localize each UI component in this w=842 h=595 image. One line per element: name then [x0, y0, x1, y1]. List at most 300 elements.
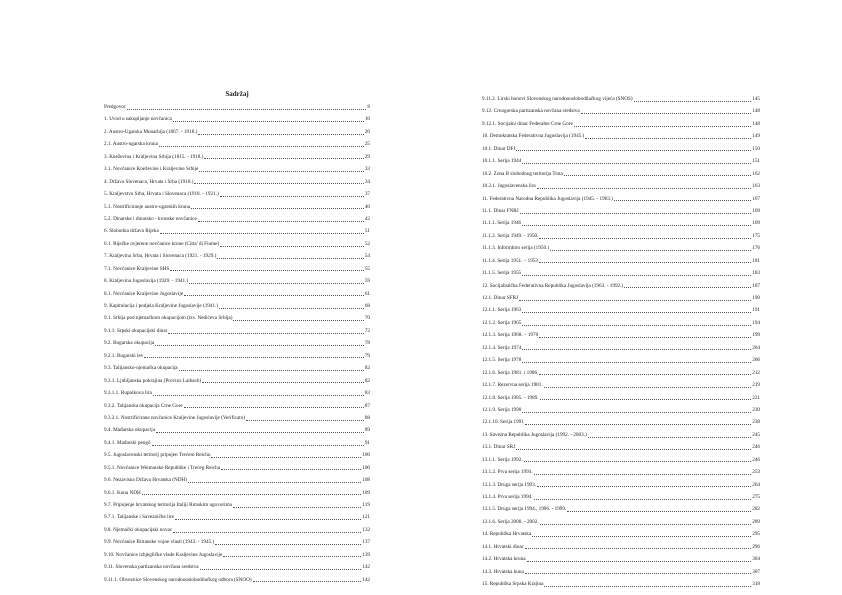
- toc-entry[interactable]: [104, 474, 370, 486]
- toc-entry[interactable]: [104, 499, 370, 511]
- dot-leader: [220, 196, 364, 197]
- toc-entry-page-number: 162: [752, 170, 760, 177]
- toc-entry[interactable]: [482, 230, 760, 242]
- toc-entry-page-number: 151: [752, 158, 760, 165]
- toc-entry-label: 9.4. Mađarska okupacija: [104, 427, 155, 434]
- toc-entry-page-number: 137: [362, 539, 370, 546]
- toc-entry-label: 10.2. Zona B slobodnog teritorija Trsta: [482, 170, 563, 177]
- toc-entry-page-number: 72: [364, 327, 370, 334]
- toc-entry-page-number: 253: [752, 469, 760, 476]
- toc-entry[interactable]: [482, 242, 760, 254]
- toc-entry-label: 13.1.6. Serija 2000. - 2002.: [482, 518, 539, 525]
- toc-entry[interactable]: [482, 416, 760, 428]
- dot-leader: [184, 407, 364, 408]
- dot-leader: [173, 121, 364, 122]
- toc-entry[interactable]: [104, 574, 370, 586]
- toc-entry-label: 2. Austro-Ugarska Monarhija (1867. - 1918.): [104, 128, 198, 135]
- dot-leader: [516, 449, 751, 450]
- toc-entry-page-number: 275: [752, 494, 760, 500]
- toc-entry[interactable]: [104, 549, 370, 561]
- toc-entry-page-number: 82: [364, 365, 370, 372]
- toc-entry-label: 9.1. Srbija pod njemačkom okupacijom (tzv. Nedićeva Srbija): [104, 315, 233, 322]
- toc-entry-page-number: 83: [364, 390, 370, 397]
- dot-leader: [537, 486, 751, 487]
- dot-leader: [520, 213, 752, 214]
- dot-leader: [522, 349, 751, 350]
- dot-leader: [233, 507, 361, 508]
- dot-leader: [198, 134, 363, 135]
- toc-entry-page-number: 191: [752, 307, 760, 314]
- toc-entry-page-number: 295: [752, 531, 760, 538]
- toc-entry[interactable]: [482, 342, 760, 354]
- dot-leader: [152, 445, 364, 446]
- toc-entry[interactable]: [482, 217, 760, 229]
- toc-entry-page-number: 100: [362, 452, 370, 459]
- toc-entry[interactable]: [104, 101, 370, 113]
- toc-entry-page-number: 148: [752, 120, 760, 127]
- dot-leader: [614, 200, 751, 201]
- dot-leader: [539, 337, 751, 338]
- toc-entry-page-number: 34: [364, 178, 370, 185]
- toc-entry[interactable]: [482, 466, 760, 478]
- dot-leader: [160, 233, 364, 234]
- toc-entry-label: 14.1. Hrvatski dinar: [482, 543, 524, 550]
- dot-leader: [219, 308, 364, 309]
- toc-entry-label: 12.1.1. Serija 1963: [482, 307, 522, 314]
- toc-entry-page-number: 230: [752, 406, 760, 413]
- toc-entry[interactable]: [104, 300, 370, 312]
- toc-entry-page-number: 139: [362, 551, 370, 558]
- toc-entry-label: 14. Republika Hrvatska: [482, 531, 532, 538]
- toc-entry-label: 12.1.3. Serija 1968. – 1970: [482, 332, 539, 339]
- dot-leader: [522, 312, 751, 313]
- toc-entry[interactable]: [104, 412, 370, 424]
- toc-entry-label: 6. Slobodna država Rijeka: [104, 228, 159, 235]
- toc-entry-page-number: 150: [752, 145, 760, 152]
- toc-entry-page-number: 37: [364, 191, 370, 198]
- toc-entry[interactable]: [104, 163, 370, 175]
- toc-entry[interactable]: [482, 168, 760, 180]
- dot-leader: [189, 283, 364, 284]
- toc-entry-label: 9.2. Bugarska okupacija: [104, 340, 155, 347]
- toc-entry-page-number: 89: [364, 427, 370, 434]
- dot-leader: [191, 208, 364, 209]
- toc-entry[interactable]: [482, 317, 760, 329]
- toc-entry[interactable]: [104, 462, 370, 474]
- toc-entry-page-number: 245: [752, 431, 760, 438]
- toc-entry-page-number: 79: [364, 352, 370, 359]
- toc-entry-label: 11.1.1. Serija 1946: [482, 220, 522, 227]
- toc-entry[interactable]: [104, 312, 370, 324]
- toc-entry-page-number: 183: [752, 270, 760, 277]
- toc-entry[interactable]: [104, 188, 370, 200]
- toc-entry[interactable]: [482, 193, 760, 205]
- toc-entry-label: 5.1. Nostrificiranje austro-ugarskih kruna: [104, 203, 191, 210]
- toc-entry[interactable]: [482, 105, 760, 117]
- toc-entry[interactable]: [482, 441, 760, 453]
- dot-leader: [211, 457, 361, 458]
- dot-leader: [223, 556, 361, 557]
- toc-entry-page-number: 187: [752, 282, 760, 289]
- toc-entry-label: 12. Socijalistička Federativna Republika Jugoslavija (1963. - 1992.): [482, 282, 624, 289]
- toc-entry-page-number: 145: [752, 96, 760, 102]
- toc-entry[interactable]: [482, 379, 760, 391]
- toc-entry-label: 1. Uvod u sakupljanje novčanica: [104, 116, 172, 123]
- toc-entry-label: 9.12.1. Socijalni dinar Federalne Crne Gore: [482, 120, 573, 127]
- toc-entry-label: 12.1.2. Serija 1965: [482, 319, 522, 326]
- toc-entry[interactable]: [104, 536, 370, 548]
- toc-entry-label: 9.12. Crnogorska partizanska novčana sredstva: [482, 108, 580, 115]
- dot-leader: [534, 474, 752, 475]
- dot-leader: [168, 333, 363, 334]
- dot-leader: [522, 412, 751, 413]
- toc-entry-page-number: 51: [364, 228, 370, 235]
- toc-entry[interactable]: [482, 143, 760, 155]
- toc-entry-page-number: 70: [364, 315, 370, 322]
- dot-leader: [253, 581, 362, 582]
- toc-entry[interactable]: [482, 304, 760, 316]
- dot-leader: [220, 246, 364, 247]
- dot-leader: [173, 532, 361, 533]
- toc-entry-label: 9.3. Talijansko-njemačka okupacija: [104, 365, 178, 372]
- toc-entry-label: 8.1. Novčanice Kraljevine Jugoslavije: [104, 290, 184, 297]
- toc-title: Sadržaj: [225, 90, 249, 98]
- dot-leader: [184, 295, 364, 296]
- toc-entry-page-number: 219: [752, 382, 760, 389]
- toc-entry[interactable]: [104, 263, 370, 275]
- toc-entry-label: 13.1.3. Druga serija 1993.: [482, 481, 537, 488]
- dot-leader: [522, 275, 751, 276]
- toc-entry-page-number: 40: [364, 203, 370, 210]
- dot-leader: [233, 320, 363, 321]
- toc-entry-label: 8. Kraljevina Jugoslavija (1929. - 1941.): [104, 278, 189, 285]
- dot-leader: [179, 370, 364, 371]
- toc-entry-page-number: 132: [362, 526, 370, 533]
- dot-leader: [194, 183, 363, 184]
- toc-entry-page-number: 318: [752, 581, 760, 588]
- dot-leader: [525, 573, 751, 574]
- toc-entry[interactable]: [104, 424, 370, 436]
- toc-entry-page-number: 246: [752, 444, 760, 451]
- toc-entry-page-number: 25: [364, 141, 370, 148]
- toc-entry[interactable]: [104, 561, 370, 573]
- toc-entry[interactable]: [482, 553, 760, 565]
- toc-entry-page-number: 108: [362, 477, 370, 484]
- dot-leader: [539, 238, 751, 239]
- toc-entry-label: 3.1. Novčanice Kneževine i Kraljevine Srbije: [104, 166, 199, 173]
- toc-entry-page-number: 176: [752, 245, 760, 252]
- dot-leader: [127, 109, 367, 110]
- dot-leader: [539, 262, 751, 263]
- toc-entry-page-number: 181: [752, 257, 760, 264]
- toc-entry[interactable]: [104, 375, 370, 387]
- right-page: [421, 0, 842, 595]
- dot-leader: [588, 437, 751, 438]
- toc-entry[interactable]: [482, 329, 760, 341]
- toc-entry-page-number: 142: [362, 564, 370, 571]
- toc-entry-label: 12.1.9. Serija 1990: [482, 406, 522, 413]
- toc-entry-label: 10.1.1. Serija 1944: [482, 158, 522, 165]
- toc-entry[interactable]: [104, 511, 370, 523]
- toc-entry-page-number: 109: [362, 489, 370, 496]
- dot-leader: [202, 382, 364, 383]
- dot-leader: [221, 469, 361, 470]
- toc-entry-page-number: 29: [364, 153, 370, 160]
- dot-leader: [155, 345, 364, 346]
- toc-entry-label: 13.1.4. Prva serija 1994.: [482, 494, 533, 500]
- dot-leader: [540, 399, 752, 400]
- dot-leader: [215, 544, 361, 545]
- toc-entry-page-number: 88: [364, 414, 370, 421]
- toc-entry[interactable]: [482, 255, 760, 267]
- toc-entry-label: 2.1. Austro-ugarska kruna: [104, 141, 158, 148]
- toc-entry-label: 9.7. Pripojenje hrvatskog teritorija Italiji Rimskim ugovorima: [104, 502, 232, 508]
- toc-entry-page-number: 221: [752, 394, 760, 401]
- dot-leader: [524, 461, 752, 462]
- toc-entry-page-number: 264: [752, 481, 760, 488]
- toc-entry[interactable]: [104, 387, 370, 399]
- toc-entry[interactable]: [104, 350, 370, 362]
- toc-entry-page-number: 100: [362, 464, 370, 471]
- toc-entry[interactable]: [104, 138, 370, 150]
- toc-entry-label: 11.1.4. Serija 1951. – 1953: [482, 257, 539, 264]
- toc-entry-label: 12.1.6. Serija 1981. i 1986.: [482, 369, 539, 376]
- toc-entry-label: 14.3. Hrvatska kuna: [482, 568, 524, 575]
- toc-entry-label: 12.1.8. Serija 1985. - 1989.: [482, 394, 539, 401]
- toc-entry-label: 13. Savezna Republika Jugoslavija (1992. - 2003.): [482, 431, 587, 438]
- toc-entry[interactable]: [482, 503, 760, 515]
- toc-entry[interactable]: [104, 288, 370, 300]
- dot-leader: [519, 300, 751, 301]
- toc-entry-page-number: 282: [752, 506, 760, 513]
- toc-entry-page-number: 149: [752, 133, 760, 140]
- toc-entry[interactable]: [482, 267, 760, 279]
- toc-entry[interactable]: [482, 404, 760, 416]
- toc-entry-label: 12.1.5. Serija 1978: [482, 357, 522, 364]
- toc-entry-page-number: 33: [364, 166, 370, 173]
- toc-entry-label: 9.3.2.1. Nostrificirane novčanice Kraljevine Jugoslavije (Verificato): [104, 414, 246, 421]
- toc-entry-label: 12.1.7. Rezervna serija 1981.: [482, 382, 543, 389]
- toc-entry[interactable]: [104, 176, 370, 188]
- toc-entry-label: 9.2.1. Bugarski lev: [104, 352, 144, 359]
- toc-entry-label: 9.11.2. Lirski bonovi Slovenskog narodnooslobodilačkog vijeća (SNOS): [482, 96, 633, 102]
- dot-leader: [544, 586, 751, 587]
- toc-entry[interactable]: [104, 151, 370, 163]
- toc-entry-page-number: 304: [752, 556, 760, 563]
- dot-leader: [204, 158, 363, 159]
- toc-entry-page-number: 142: [362, 576, 370, 583]
- toc-entry[interactable]: [482, 516, 760, 528]
- dot-leader: [170, 270, 364, 271]
- toc-entry[interactable]: [482, 392, 760, 404]
- toc-entry-page-number: 167: [752, 195, 760, 202]
- toc-entry-label: Predgovor: [104, 104, 126, 110]
- dot-leader: [527, 561, 752, 562]
- toc-entry[interactable]: [482, 205, 760, 217]
- toc-entry-label: 9. Kapitulacija i podjela Kraljevine Jugoslavije (1941.): [104, 303, 219, 309]
- toc-entry-label: 4. Država Slovenaca, Hrvata i Srba (1918.): [104, 178, 194, 185]
- toc-entry-page-number: 204: [752, 344, 760, 351]
- dot-leader: [624, 287, 751, 288]
- toc-entry-page-number: 52: [364, 240, 370, 247]
- toc-entry-label: 11.1.5. Serija 1955: [482, 270, 522, 277]
- toc-entry-label: 9.10. Novčanice izbjegličke vlade Kraljevine Jugoslavije: [104, 551, 223, 558]
- toc-entry-label: 13.1.2. Prva serija 1993.: [482, 469, 533, 476]
- toc-entry-page-number: 163: [752, 183, 760, 190]
- toc-entry-page-number: 42: [364, 215, 370, 222]
- toc-entry-label: 12.1.10. Serija 1991: [482, 419, 524, 426]
- toc-entry[interactable]: [482, 280, 760, 292]
- toc-entry-label: 7.1. Novčanice Kraljevine SHS: [104, 265, 170, 272]
- toc-entry-label: 11.1.2. Serija 1949. - 1950.: [482, 232, 539, 239]
- toc-entry-page-number: 78: [364, 340, 370, 347]
- toc-entry-label: 5. Kraljevstvo Srba, Hrvata i Slovenaca (1918. - 1921.): [104, 191, 219, 198]
- toc-entry[interactable]: [482, 180, 760, 192]
- toc-entry-page-number: 238: [752, 419, 760, 426]
- toc-entry-page-number: 169: [752, 207, 760, 214]
- toc-entry[interactable]: [104, 325, 370, 337]
- toc-entry[interactable]: [104, 487, 370, 499]
- toc-entry[interactable]: [104, 225, 370, 237]
- toc-entry-label: 10. Demokratska Federativna Jugoslavija (1945.): [482, 133, 585, 140]
- toc-entry-label: 3. Kneževina i Kraljevina Srbija (1815. - 1918.): [104, 153, 204, 160]
- toc-entry[interactable]: [482, 566, 760, 578]
- dot-leader: [567, 511, 751, 512]
- toc-entry-label: 11.1. Dinar FNRJ: [482, 207, 519, 214]
- toc-entry[interactable]: [104, 126, 370, 138]
- toc-entry[interactable]: [482, 155, 760, 167]
- toc-list-left: [104, 101, 370, 586]
- dot-leader: [522, 225, 751, 226]
- toc-entry[interactable]: [482, 354, 760, 366]
- dot-leader: [550, 250, 751, 251]
- toc-entry-label: 11. Federativna Narodna Republika Jugoslavija (1945. - 1963.): [482, 195, 613, 202]
- toc-entry-page-number: 246: [752, 456, 760, 463]
- toc-entry[interactable]: [104, 362, 370, 374]
- toc-entry[interactable]: [482, 541, 760, 553]
- toc-entry[interactable]: [482, 367, 760, 379]
- dot-leader: [246, 420, 364, 421]
- toc-entry-label: 9.5.1. Novčanice Weimarske Republike i Trećeg Reicha: [104, 464, 221, 471]
- dot-leader: [634, 101, 752, 102]
- toc-entry[interactable]: [104, 201, 370, 213]
- toc-entry-label: 9.6. Nezavisna Država Hrvatska (NDH): [104, 477, 187, 484]
- toc-entry-page-number: 20: [364, 128, 370, 135]
- dot-leader: [525, 424, 751, 425]
- dot-leader: [200, 569, 362, 570]
- toc-entry[interactable]: [482, 528, 760, 540]
- toc-entry-label: 13.1. Dinar SRJ: [482, 444, 516, 451]
- toc-entry-label: 14.2. Hrvatska kruna: [482, 556, 526, 563]
- toc-entry-page-number: 61: [364, 290, 370, 297]
- toc-entry-label: 9.8. Njemački okupacijski novac: [104, 526, 173, 533]
- toc-entry-label: 11.1.3. Informbiro serija (1950.): [482, 245, 550, 252]
- toc-entry[interactable]: [482, 454, 760, 466]
- toc-entry-label: 9.11. Slovenska partizanska novčana sredstva: [104, 564, 199, 571]
- dot-leader: [525, 548, 752, 549]
- toc-entry[interactable]: [104, 449, 370, 461]
- toc-entry-page-number: 10: [364, 116, 370, 123]
- toc-entry[interactable]: [104, 524, 370, 536]
- toc-entry-label: 10.2.1. Jugoslavenska lira: [482, 183, 536, 190]
- dot-leader: [564, 175, 751, 176]
- toc-entry[interactable]: [104, 337, 370, 349]
- toc-entry-page-number: 190: [752, 295, 760, 301]
- toc-entry[interactable]: [482, 491, 760, 503]
- dot-leader: [198, 221, 364, 222]
- dot-leader: [537, 188, 751, 189]
- toc-entry[interactable]: [482, 578, 760, 590]
- dot-leader: [153, 395, 364, 396]
- toc-entry-label: 12.1. Dinar SFRJ: [482, 295, 519, 301]
- toc-entry[interactable]: [482, 93, 760, 105]
- toc-entry-label: 12.1.4. Serija 1974: [482, 344, 522, 351]
- toc-entry[interactable]: [104, 437, 370, 449]
- toc-entry-page-number: 212: [752, 369, 760, 376]
- toc-entry-label: 9.11.1. Obveznice Slovenskog narodnooslobodilačkog odbora (SNOO): [104, 576, 252, 583]
- toc-entry[interactable]: [482, 118, 760, 130]
- toc-entry-page-number: 55: [364, 265, 370, 272]
- toc-entry-page-number: 54: [364, 253, 370, 260]
- dot-leader: [585, 138, 751, 139]
- toc-entry-page-number: 296: [752, 543, 760, 550]
- toc-entry-label: 10.1. Dinar DFJ: [482, 145, 516, 152]
- toc-entry[interactable]: [104, 113, 370, 125]
- dot-leader: [532, 536, 751, 537]
- toc-entry-page-number: 121: [362, 514, 370, 521]
- toc-entry[interactable]: [482, 429, 760, 441]
- toc-entry[interactable]: [104, 250, 370, 262]
- dot-leader: [544, 387, 752, 388]
- toc-entry-page-number: 194: [752, 319, 760, 326]
- toc-entry[interactable]: [104, 275, 370, 287]
- toc-entry[interactable]: [104, 400, 370, 412]
- toc-entry-label: 7. Kraljevina Srba, Hrvata i Slovenaca (1921. - 1929.): [104, 253, 217, 260]
- toc-entry[interactable]: [104, 213, 370, 225]
- toc-entry-label: 9.1.1. Srpski okupacijski dinar: [104, 327, 168, 334]
- toc-entry[interactable]: [104, 238, 370, 250]
- dot-leader: [159, 146, 364, 147]
- dot-leader: [175, 519, 361, 520]
- dot-leader: [516, 150, 751, 151]
- toc-entry-page-number: 59: [364, 278, 370, 285]
- dot-leader: [188, 482, 361, 483]
- toc-entry-page-number: 169: [752, 220, 760, 227]
- toc-entry-page-number: 148: [752, 108, 760, 115]
- dot-leader: [144, 357, 363, 358]
- toc-entry-label: 13.1.5. Druga serija 1994., 1996. - 1999.: [482, 506, 567, 513]
- dot-leader: [217, 258, 363, 259]
- toc-entry-label: 6.1. Riječke ovjerene novčanice krune (Citta' di Fiume): [104, 240, 220, 247]
- dot-leader: [522, 362, 751, 363]
- toc-list-right: [482, 93, 760, 591]
- toc-entry[interactable]: [482, 479, 760, 491]
- dot-leader: [534, 499, 752, 500]
- dot-leader: [540, 524, 752, 525]
- toc-entry-page-number: 119: [362, 502, 370, 508]
- toc-entry-label: 9.3.1. Ljubljanska pokrajina (Provinz Laibach): [104, 377, 202, 384]
- toc-entry-label: 9.9. Novčanice Britanske vojne vlasti (1943. - 1945.): [104, 539, 215, 546]
- toc-entry-label: 9.3.1.1. Rupnikova lira: [104, 390, 152, 397]
- toc-entry-label: 9.4.1. Mađarski pengő: [104, 439, 151, 446]
- toc-entry-label: 5.2. Dinarske i dinarsko - kronske novčanice: [104, 215, 197, 222]
- toc-entry[interactable]: [482, 292, 760, 304]
- toc-entry-label: 13.1.1. Serija 1992.: [482, 456, 523, 463]
- toc-entry-page-number: 289: [752, 518, 760, 525]
- toc-entry-page-number: 307: [752, 568, 760, 575]
- toc-entry[interactable]: [482, 130, 760, 142]
- dot-leader: [522, 325, 751, 326]
